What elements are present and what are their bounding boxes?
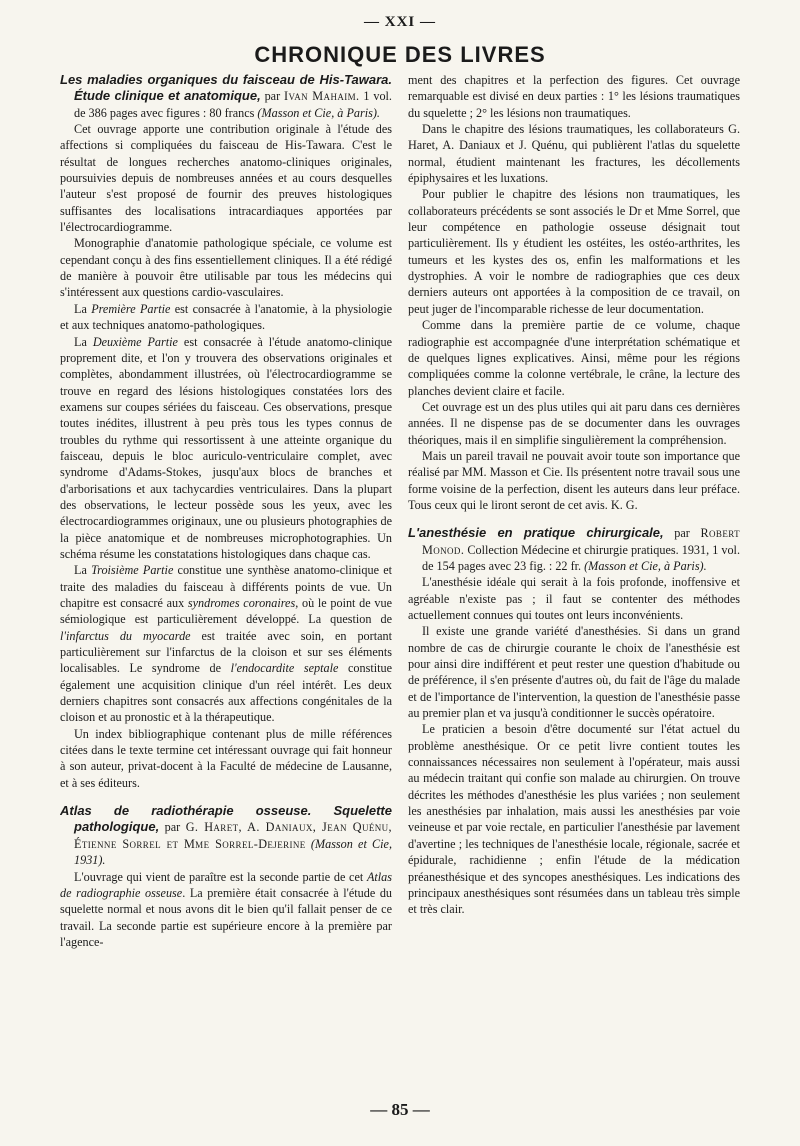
page-title: CHRONIQUE DES LIVRES — [254, 42, 546, 67]
review-2-paragraph: Mais un pareil travail ne pouvait avoir toute son importance que réalisé par MM. Masson et Cie. Ils présentent notre travail sous une forme voisine de la perfection, disent les auteurs dans leur préface. Tous ceux qui le liront seront de cet avis. K. G. — [408, 448, 740, 512]
review-1-paragraph: Cet ouvrage apporte une contribution originale à l'étude des affections si compliquées du faisceau de His-Tawara. C'est le résultat de longues recherches anatomo-cliniques originales, poursuivies depuis de nombreuses années et au cours desquelles l'auteur s'est proposé de fournir des preuves histologiques suffisantes des localisations intracardiaques apportées par l'électrocardiogramme. — [60, 122, 392, 235]
page-number: — 85 — — [370, 1100, 430, 1119]
review-1-heading — [60, 72, 392, 121]
page-roman-numeral: — XXI — — [363, 14, 436, 30]
review-1-by: par — [260, 89, 285, 104]
review-2-paragraph: ment des chapitres et la perfection des figures. Cet ouvrage remarquable est divisé en deux parties : 1° les lésions traumatiques du squelette ; 2° les lésions non traumatiques. — [408, 73, 740, 120]
review-1-title: Les maladies organiques du faisceau de His-Tawara. Étude clinique et anatomique, — [60, 72, 392, 104]
review-1-paragraph: Monographie d'anatomie pathologique spéciale, ce volume est cependant conçu à des fins essentiellement cliniques. Il a été rédigé de manière à pouvoir être utilisable par tous les médecins qui s'intéressent aux questions cardio-vasculaires. — [60, 236, 392, 300]
review-2-publisher: (Masson et Cie, 1931). — [74, 836, 392, 868]
review-2-heading — [60, 803, 392, 868]
review-1-paragraph: La Première Partie est consacrée à l'anatomie, à la physiologie et aux techniques anatomo-pathologiques. — [60, 301, 392, 333]
review-3-paragraph: L'anesthésie idéale qui serait à la fois profonde, inoffensive et agréable n'existe pas ; il faut se contenter des méthodes actuellement connues qui toutes ont leurs inconvénients. — [408, 575, 740, 622]
review-3-title: L'anesthésie en pratique chirurgicale, — [408, 525, 664, 541]
review-1-details: 1 vol. de 386 pages avec figures : 80 francs — [74, 89, 392, 120]
review-3-details: Collection Médecine et chirurgie pratiques. 1931, 1 vol. de 154 pages avec 23 fig. : 22 fr. — [422, 542, 740, 573]
review-2-paragraph: Dans le chapitre des lésions traumatiques, les collaborateurs G. Haret, A. Daniaux et J. Quénu, qui publièrent l'atlas du squelette normal, étudient maintenant les fractures, les décollements épiphysaires et les luxations. — [408, 122, 740, 186]
review-3-author: Robert Monod. — [422, 526, 740, 557]
review-2-title: Atlas de radiothérapie osseuse. Squelette pathologique, — [60, 803, 392, 835]
review-1-paragraph: Un index bibliographique contenant plus de mille références citées dans le texte termine cet intéressant ouvrage qui fait honneur à son auteur, privat-docent à la Faculté de médecine de Lausanne, et à ses éditeurs. — [60, 726, 392, 790]
review-1-publisher: (Masson et Cie, à Paris). — [257, 105, 380, 120]
review-2-paragraph: Pour publier le chapitre des lésions non traumatiques, les collaborateurs précédents se sont associés le Dr et Mme Sorrel, que leur compétence en pathologie osseuse désignait tout particulièrement. Ils y étudient les ostéites, les ostéo-arthrites, les tumeurs et les kystes des os, enfin les malformations et les dystrophies. A voir le nombre de radiographies que ces deux derniers auteurs ont apportées à la composition de ce travail, on peut juger de l'incomparable richesse de leur documentation. — [408, 187, 740, 316]
review-2-paragraph: Cet ouvrage est un des plus utiles qui ait paru dans ces dernières années. Il ne dispense pas de se documenter dans les ouvrages théoriques, mais il en simplifie singulièrement la compréhension. — [408, 399, 740, 447]
left-column — [60, 72, 392, 1097]
review-3-publisher: (Masson et Cie, à Paris). — [584, 558, 707, 573]
review-3-by: par — [663, 526, 701, 541]
review-2-paragraph: Comme dans la première partie de ce volume, chaque radiographie est accompagnée d'une interprétation schématique et de quelques lignes explicatives. Ainsi, même pour les régions compliquées comme la colonne vertébrale, le crâne, la lecture des planches devient claire et facile. — [408, 318, 740, 398]
review-1-author: Ivan Mahaim. — [284, 89, 360, 104]
reviewer-signature: K. G. — [610, 497, 638, 512]
right-column — [408, 72, 740, 1097]
review-1-paragraph: La Deuxième Partie est consacrée à l'étude anatomo-clinique proprement dite, et l'on y trouvera des observations originales et complètes, abondamment illustrées, où l'électrocardiogramme se trouve en regard des lésions histologiques constatées lors des examens sur coupes sériées du faisceau. Ces observations, presque toutes inédites, illustrent à peu près tous les types connus de troubles du rythme qui ressortissent à une atteinte organique du faisceau, depuis le bloc auriculo-ventriculaire complet, avec syndrome d'Adams-Stokes, jusqu'aux blocs de branches et d'arborisations et aux tachycardies ventriculaires. Dans la plupart des observations, le lecteur possède sous les yeux, avec les électrocardiogrammes originaux, une ou plusieurs photographies de la pièce anatomique et de nombreuses microphotographies. Un schéma résume les constatations histologiques dans chaque cas. — [60, 334, 392, 561]
review-3-paragraph: Il existe une grande variété d'anesthésies. Si dans un grand nombre de cas de chirurgie courante le choix de l'anesthésie est pour ainsi dire indifférent et peut rester une question d'habitude ou de préférence, il s'en présente d'autres où, du fait de l'âge du malade et de l'importance de l'intervention, la question de l'anesthésie passe au premier plan et va jusqu'à conditionner le succès opératoire. — [408, 624, 740, 721]
review-3-heading — [408, 525, 740, 574]
review-2-by: par — [159, 820, 186, 835]
review-2-paragraph: L'ouvrage qui vient de paraître est la seconde partie de cet Atlas de radiographie osseuse. La première était consacrée à l'étude du squelette normal et nous avons dit le bien qu'il fallait penser de ce travail. La seconde partie est supérieure encore à la première par l'agence- — [60, 869, 392, 949]
review-1-paragraph: La Troisième Partie constitue une synthèse anatomo-clinique et traite des maladies du faisceau à différents points de vue. Un chapitre est consacré aux syndromes coronaires, où le point de vue sémiologique est particulièrement développé. La question de l'infarctus du myocarde est traitée avec soin, en portant particulièrement sur l'infarctus de la cloison et sur ses éléments localisables. Le syndrome de l'endocardite septale constitue également une acquisition clinique d'un réel intérêt. Les deux derniers chapitres sont consacrés aux affections congénitales de la cloison et au pronostic et à la thérapeutique. — [60, 563, 392, 725]
review-2-authors: G. Haret, A. Daniaux, Jean Quénu, Étienne Sorrel et Mme Sorrel-Dejerine — [74, 820, 392, 851]
review-3-paragraph: Le praticien a besoin d'être documenté sur l'état actuel du problème anesthésique. Or ce petit livre contient toutes les connaissances nécessaires non seulement à l'opérateur, mais aussi au médecin traitant qui confie son malade au chirurgien. On trouve décrites les méthodes d'anesthésie les plus variées ; non seulement les anesthésies par inhalation, mais aussi les anesthésies par voie veineuse et par voie rectale, en particulier l'anesthésie par lavement d'avertine ; les techniques de l'anesthésie locale, régionale, sacrée et épidurale, rachidienne ; enfin l'étude de la médication préanesthésique et des syncopes anesthésiques. Les indications des principaux anesthésiques sont résumées dans un tableau très simple et très clair. — [408, 722, 740, 917]
